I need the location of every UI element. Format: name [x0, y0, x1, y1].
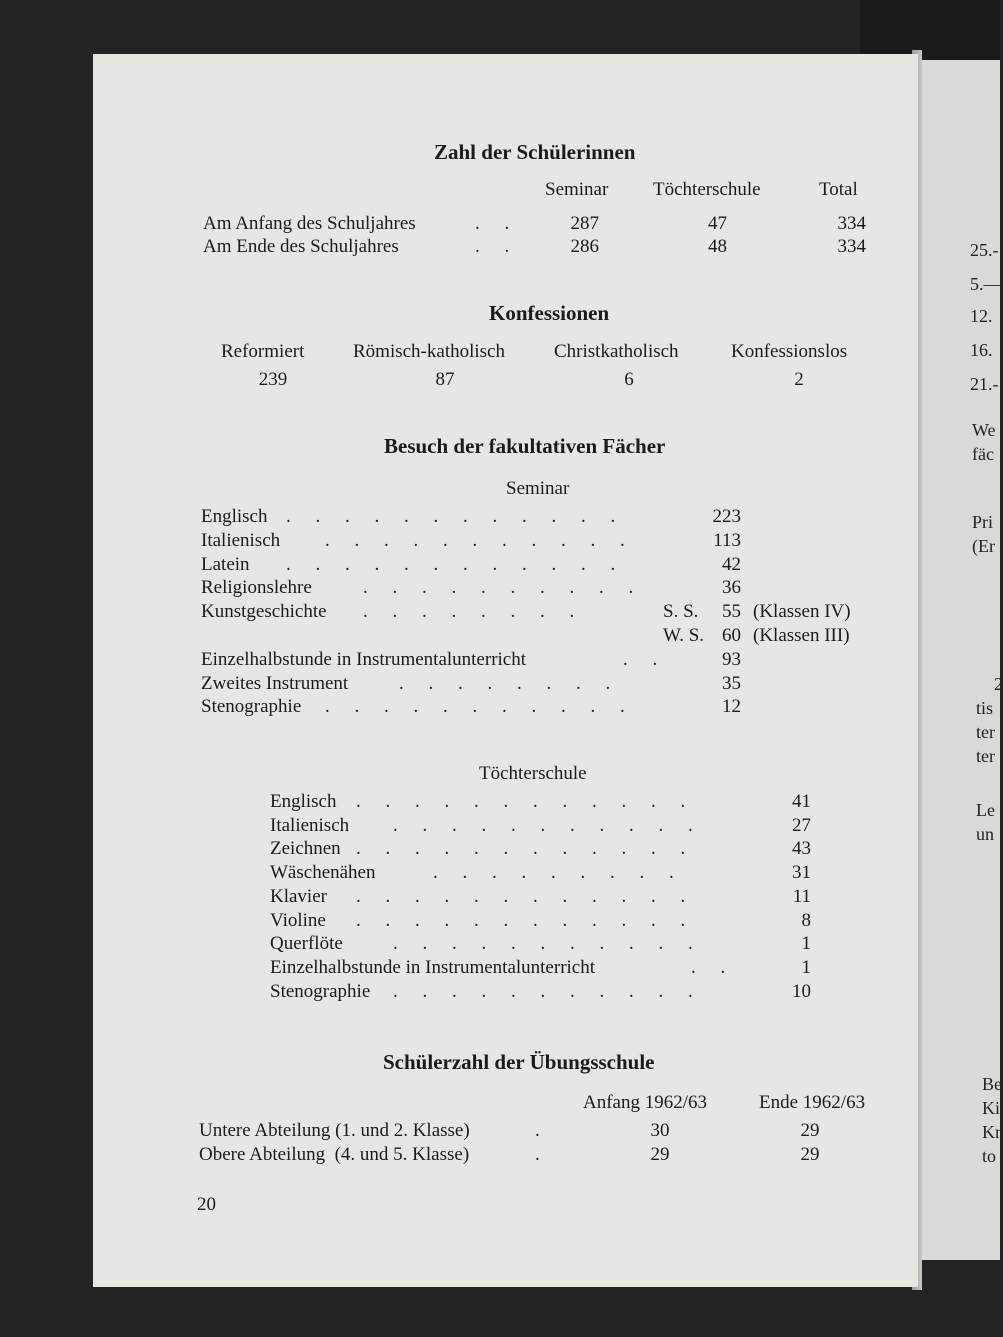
dot-leader: . . . . . . . . . . . .: [286, 554, 626, 575]
dot-leader: . .: [691, 957, 736, 978]
subject-label: Klavier: [270, 886, 327, 907]
subject-label: Zweites Instrument: [201, 673, 349, 694]
dot-leader: . .: [475, 213, 520, 234]
next-page-fragment: We: [972, 420, 996, 440]
subject-label: Latein: [201, 554, 250, 575]
next-page-fragment: Be: [982, 1074, 1002, 1094]
subject-label: Einzelhalbstunde in Instrumentalunterricht: [270, 957, 596, 978]
dot-leader: . .: [475, 236, 520, 257]
subject-label: Stenographie: [201, 696, 302, 717]
scan-background: [860, 0, 1000, 60]
subject-label: Italienisch: [270, 815, 350, 836]
next-page-fragment: 2: [994, 674, 1003, 694]
konfession-header: Christkatholisch: [554, 341, 679, 362]
subject-label: Wäschenähen: [270, 862, 376, 883]
next-page-fragment: ter: [976, 722, 995, 742]
subject-note: (Klassen III): [753, 625, 850, 646]
page-number: 20: [197, 1194, 216, 1215]
subject-label: Italienisch: [201, 530, 281, 551]
subject-label: Stenographie: [270, 981, 371, 1002]
value-ende: 29: [800, 1144, 820, 1165]
subject-count: 35: [722, 673, 741, 694]
dot-leader: . . . . . . . . . . . .: [356, 791, 696, 812]
semester-label: S. S.: [663, 601, 699, 622]
dot-leader: . . . . . . . . . . .: [325, 530, 635, 551]
next-page-fragment: un: [976, 824, 994, 844]
row-label: Am Ende des Schuljahres: [203, 236, 399, 257]
konfession-header: Konfessionslos: [731, 341, 848, 362]
next-page-fragment: to: [982, 1146, 997, 1166]
next-page-fragment: (Er: [972, 536, 995, 556]
next-page-fragment: Kr: [982, 1122, 1001, 1142]
value-seminar: 287: [570, 213, 599, 234]
column-header-anfang: Anfang 1962/63: [583, 1092, 708, 1113]
subject-count: 55: [722, 601, 741, 622]
dot-leader: . . . . . . . . . . .: [393, 981, 703, 1002]
dot-leader: . .: [623, 649, 668, 670]
next-page-fragment: Le: [976, 800, 995, 820]
value-total: 334: [837, 213, 866, 234]
konfession-value: 6: [624, 369, 634, 390]
row-label: Am Anfang des Schuljahres: [203, 213, 416, 234]
dot-leader: .: [535, 1144, 540, 1165]
section-title-konfessionen: Konfessionen: [489, 301, 610, 325]
next-page-fragment: ter: [976, 746, 995, 766]
value-toechterschule: 48: [708, 236, 727, 257]
dot-leader: . . . . . . . . . . .: [393, 933, 703, 954]
subject-count: 31: [792, 862, 811, 883]
dot-leader: . . . . . . . . . . .: [393, 815, 703, 836]
subject-count: 27: [792, 815, 811, 836]
dot-leader: . . . . . . . . . .: [363, 577, 644, 598]
subject-count: 41: [792, 791, 811, 812]
subsection-title-toechterschule: Töchterschule: [479, 763, 587, 784]
value-anfang: 30: [650, 1120, 670, 1141]
konfession-value: 2: [794, 369, 804, 390]
subject-count: 1: [801, 933, 811, 954]
subject-count: 42: [722, 554, 741, 575]
subject-label: Einzelhalbstunde in Instrumentalunterricht: [201, 649, 527, 670]
subject-label: Englisch: [201, 506, 268, 527]
value-anfang: 29: [650, 1144, 670, 1165]
section-title-besuch: Besuch der fakultativen Fächer: [384, 434, 666, 458]
dot-leader: . . . . . . . . . . . .: [356, 886, 696, 907]
value-total: 334: [837, 236, 866, 257]
subject-label: Querflöte: [270, 933, 343, 954]
dot-leader: . . . . . . . . .: [433, 862, 684, 883]
subsection-title-seminar: Seminar: [506, 478, 570, 499]
dot-leader: . . . . . . . .: [399, 673, 621, 694]
next-page-fragment: tis: [976, 698, 994, 718]
dot-leader: . . . . . . . . . . . .: [356, 910, 696, 931]
subject-label: Religionslehre: [201, 577, 312, 598]
document-page: [93, 54, 918, 1287]
subject-count: 60: [722, 625, 741, 646]
subject-count: 93: [722, 649, 741, 670]
subject-label: Violine: [270, 910, 326, 931]
subject-count: 1: [801, 957, 811, 978]
subject-label: Kunstgeschichte: [201, 601, 327, 622]
subject-count: 36: [722, 577, 741, 598]
next-page-fragment: fäc: [972, 444, 994, 464]
konfession-header: Römisch-katholisch: [353, 341, 505, 362]
subject-count: 113: [713, 530, 741, 551]
row-label: Obere Abteilung (4. und 5. Klasse): [199, 1144, 470, 1165]
konfession-value: 239: [258, 369, 288, 390]
section-title-zahl: Zahl der Schülerinnen: [434, 140, 636, 164]
value-ende: 29: [800, 1120, 820, 1141]
value-seminar: 286: [570, 236, 599, 257]
konfession-header: Reformiert: [221, 341, 305, 362]
next-page-fragment: 12.: [970, 306, 993, 326]
subject-count: 43: [792, 838, 811, 859]
konfession-value: 87: [435, 369, 455, 390]
next-page-fragment: 21.-: [970, 374, 999, 394]
next-page-fragment: Pri: [972, 512, 994, 532]
next-page-fragment: Ki: [982, 1098, 1000, 1118]
dot-leader: . . . . . . . .: [363, 601, 585, 622]
next-page-fragment: 16.: [970, 340, 993, 360]
semester-label: W. S.: [663, 625, 705, 646]
subject-count: 11: [792, 886, 811, 907]
dot-leader: . . . . . . . . . . . .: [356, 838, 696, 859]
column-header-total: Total: [819, 179, 858, 200]
row-label: Untere Abteilung (1. und 2. Klasse): [199, 1120, 470, 1141]
section-title-uebungsschule: Schülerzahl der Übungsschule: [383, 1050, 655, 1074]
subject-count: 12: [722, 696, 741, 717]
subject-count: 10: [792, 981, 811, 1002]
column-header-ende: Ende 1962/63: [759, 1092, 866, 1113]
column-header-seminar: Seminar: [545, 179, 609, 200]
subject-label: Zeichnen: [270, 838, 341, 859]
dot-leader: . . . . . . . . . . .: [325, 696, 635, 717]
next-page-fragment: 25.-: [970, 240, 999, 260]
subject-count: 223: [712, 506, 741, 527]
subject-count: 8: [801, 910, 811, 931]
dot-leader: .: [535, 1120, 540, 1141]
column-header-toechterschule: Töchterschule: [653, 179, 761, 200]
subject-note: (Klassen IV): [753, 601, 851, 622]
dot-leader: . . . . . . . . . . . .: [286, 506, 626, 527]
subject-label: Englisch: [270, 791, 337, 812]
value-toechterschule: 47: [708, 213, 727, 234]
next-page-fragment: 5.—: [970, 274, 1002, 294]
